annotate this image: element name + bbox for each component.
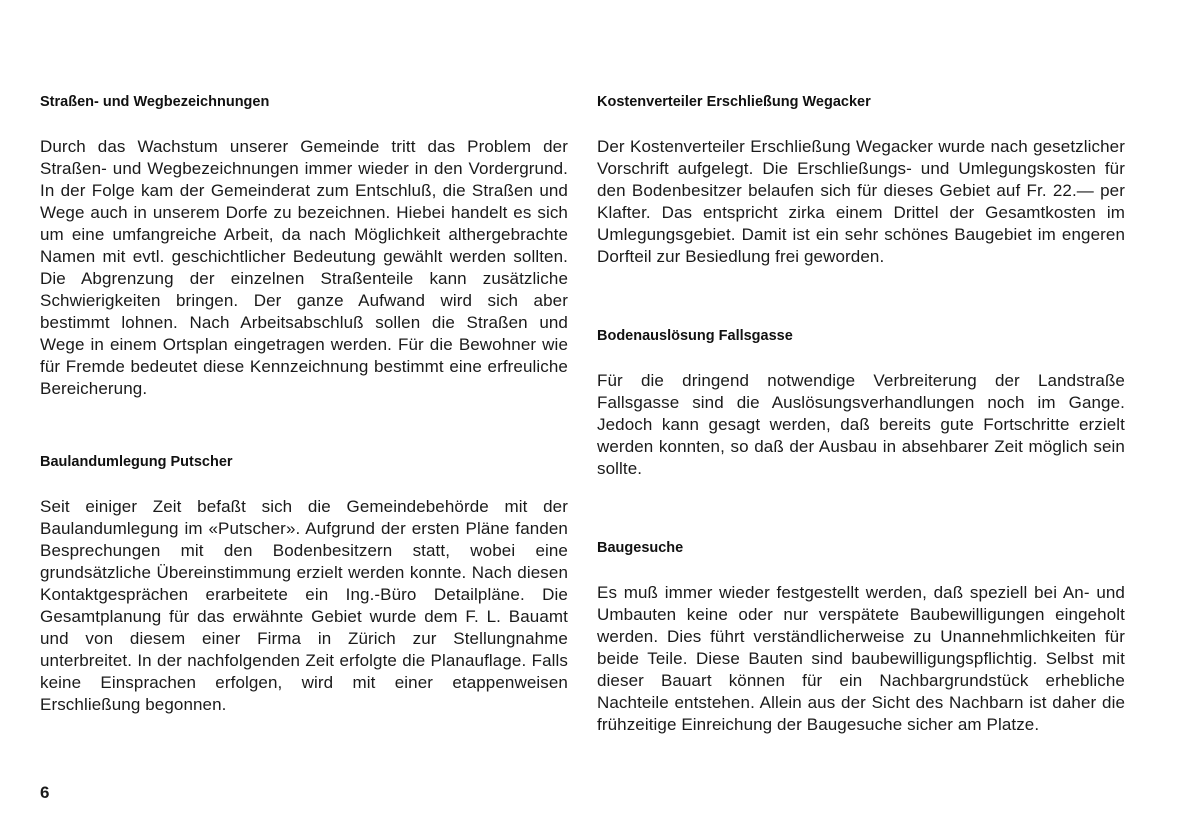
- section-wegacker: [597, 92, 1125, 268]
- heading-wegacker: Kostenverteiler Erschließung Wegacker: [597, 94, 871, 110]
- right-column: [597, 92, 1125, 736]
- text-putscher: Seit einiger Zeit befaßt sich die Gemeindebehörde mit der Baulandumlegung im «Putscher». Aufgrund der ersten Pläne fanden Besprechungen mit den Bodenbesitzern statt, wobei eine grundsätzliche Übereinstimmung erzielt werden konnte. Nach diesen Kontaktgesprächen erarbeitete ein Ing.-Büro Detailpläne. Die Gesamtplanung für das erwähnte Gebiet wurde dem F. L. Bauamt und von diesem einer Firma in Zürich zur Stellungnahme unterbreitet. In der nachfolgenden Zeit erfolgte die Planauflage. Falls keine Einsprachen erfolgen, wird mit einer etappenweisen Erschließung begonnen.: [40, 497, 568, 714]
- section-baugesuche: [597, 538, 1125, 736]
- section-strassen: [40, 92, 568, 400]
- section-putscher: [40, 452, 568, 716]
- left-column: [40, 92, 568, 716]
- text-wegacker: Der Kostenverteiler Erschließung Wegacker wurde nach gesetzlicher Vorschrift aufgelegt. Die Erschließungs- und Umlegungskosten für den Bodenbesitzer belaufen sich für dieses Gebiet auf Fr. 22.— per Klafter. Das entspricht zirka einem Drittel der Gesamtkosten im Umlegungsgebiet. Damit ist ein sehr schönes Baugebiet im engeren Dorfteil zur Besiedlung frei geworden.: [597, 137, 1125, 266]
- text-baugesuche: Es muß immer wieder festgestellt werden, daß speziell bei An- und Umbauten keine oder nur verspätete Baubewilligungen eingeholt werden. Dies führt verständlicherweise zu Unannehmlichkeiten für beide Teile. Diese Bauten sind baubewilligungspflichtig. Selbst mit dieser Bauart können für ein Nachbargrundstück erhebliche Nachteile entstehen. Allein aus der Sicht des Nachbarn ist daher die frühzeitige Einreichung der Baugesuche sicher am Platze.: [597, 583, 1125, 734]
- text-fallsgasse: Für die dringend notwendige Verbreiterung der Landstraße Fallsgasse sind die Auslösungsverhandlungen noch im Gange. Jedoch kann gesagt werden, daß bereits gute Fortschritte erzielt werden konnten, so daß der Ausbau in absehbarer Zeit möglich sein sollte.: [597, 371, 1125, 478]
- heading-strassen: Straßen- und Wegbezeichnungen: [40, 94, 270, 110]
- heading-fallsgasse: Bodenauslösung Fallsgasse: [597, 328, 793, 344]
- page-number: 6: [40, 783, 50, 802]
- section-fallsgasse: [597, 326, 1125, 480]
- heading-putscher: Baulandumlegung Putscher: [40, 454, 233, 470]
- heading-baugesuche: Baugesuche: [597, 540, 684, 556]
- text-strassen: Durch das Wachstum unserer Gemeinde tritt das Problem der Straßen- und Wegbezeichnungen immer wieder in den Vordergrund. In der Folge kam der Gemeinderat zum Entschluß, die Straßen und Wege auch in unserem Dorfe zu bezeichnen. Hiebei handelt es sich um eine umfangreiche Arbeit, da nach Möglichkeit althergebrachte Namen mit evtl. geschichtlicher Bedeutung gewählt werden sollten. Die Abgrenzung der einzelnen Straßenteile kann zusätzliche Schwierigkeiten bringen. Der ganze Aufwand wird sich aber bestimmt lohnen. Nach Arbeitsabschluß sollen die Straßen und Wege in einem Ortsplan eingetragen werden. Für die Bewohner wie für Fremde bedeutet diese Kennzeichnung bestimmt eine erfreuliche Bereicherung.: [40, 137, 568, 398]
